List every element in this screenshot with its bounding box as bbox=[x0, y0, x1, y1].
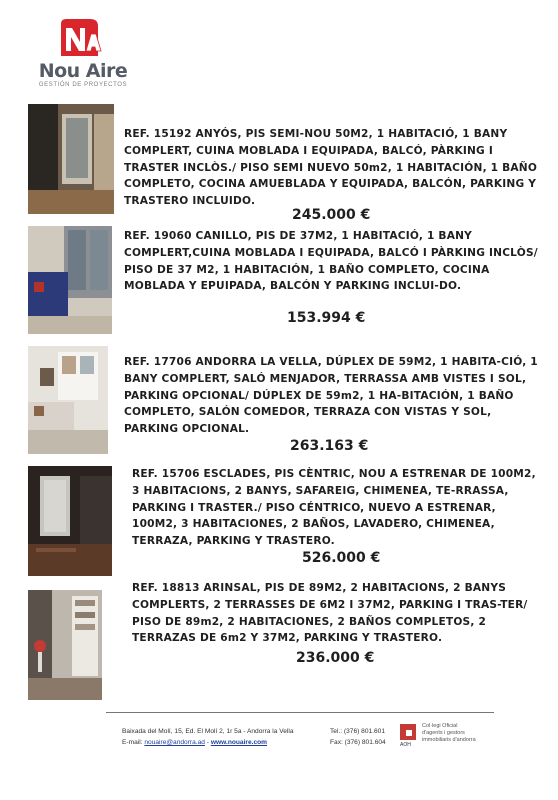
logo-mark-icon bbox=[58, 16, 104, 58]
footer-address: Baixada del Molí, 15, Ed. El Molí 2, 1r 5a - Andorra la Vella bbox=[122, 728, 294, 735]
email-link[interactable]: nouaire@andorra.ad bbox=[144, 739, 205, 746]
website-link[interactable]: www.nouaire.com bbox=[210, 739, 268, 746]
association-abbr: AOH bbox=[400, 742, 411, 748]
footer-tel: Tel.: (376) 801.601 bbox=[330, 728, 385, 735]
listing-3-photo bbox=[28, 346, 108, 454]
listing-4-description: REF. 15706 ESCLADES, PIS CÈNTRIC, NOU A ESTRENAR DE 100M2, 3 HABITACIONS, 2 BANYS, SAFAREIG, CHIMENEA, TE-RRASSA, PARKING I TRASTER./ PISO CÉNTRICO, NUEVO A ESTRENAR, 100M2, 3 HABITACIONES, 2 BAÑOS, LAVADERO, CHIMENEA, TERRAZA, PARKING Y TRASTERO. bbox=[132, 468, 536, 548]
listing-1-description: REF. 15192 ANYÓS, PIS SEMI-NOU 50M2, 1 HABITACIÓ, 1 BANY COMPLERT, CUINA MOBLADA I EQUIPADA, BALCÓ, PÀRKING I TRASTER INCLÒS./ PISO SEMI NUEVO 50m2, 1 HABITACIÓN, 1 BAÑO COMPLETO, COCINA AMUEBLADA Y EQUIPADA, BALCÓN, PARKING Y TRASTERO INCLUIDO. bbox=[124, 128, 538, 208]
footer-divider bbox=[106, 712, 494, 713]
email-label: E-mail: bbox=[122, 739, 143, 746]
listing-2-photo bbox=[28, 226, 112, 334]
listing-2-description: REF. 19060 CANILLO, PIS DE 37M2, 1 HABITACIÓ, 1 BANY COMPLERT,CUINA MOBLADA I EQUIPADA, BALCÓ I PÀRKING INCLÒS/ PISO DE 37 M2, 1 HABITACIÓN, 1 BAÑO COMPLETO, COCINA MOBLADA Y EPUIPADA, BALCÓN Y PARKING INCLUI-DO. bbox=[124, 230, 538, 293]
association-logo bbox=[398, 722, 488, 750]
listing-4-photo bbox=[28, 466, 112, 576]
listing-5-photo bbox=[28, 590, 102, 700]
listing-1-photo bbox=[28, 104, 114, 214]
listing-2-price: 153.994 € bbox=[287, 310, 366, 326]
logo-brand-name: Nou Aire bbox=[38, 60, 128, 82]
listing-5-price: 236.000 € bbox=[296, 650, 375, 666]
footer-fax: Fax: (376) 801.604 bbox=[330, 739, 386, 746]
listing-1-price: 245.000 € bbox=[292, 207, 371, 223]
company-logo bbox=[38, 16, 128, 100]
footer-separator: - bbox=[206, 739, 209, 746]
association-text: Col·legi Oficial d'agents i gestors immobiliaris d'andorra bbox=[422, 723, 476, 743]
listing-3-price: 263.163 € bbox=[290, 438, 369, 454]
listing-3-description: REF. 17706 ANDORRA LA VELLA, DÚPLEX DE 59M2, 1 HABITA-CIÓ, 1 BANY COMPLERT, SALÓ MENJADOR, TERRASSA AMB VISTES I SOL, PARKING OPCIONAL/ DÚPLEX DE 59m2, 1 HA-BITACIÓN, 1 BAÑO COMPLETO, SALÓN COMEDOR, TERRAZA CON VISTAS Y SOL, PARKING OPCIONAL. bbox=[124, 356, 538, 436]
listing-4-price: 526.000 € bbox=[302, 550, 381, 566]
footer-contact bbox=[122, 737, 267, 748]
listing-5-description: REF. 18813 ARINSAL, PIS DE 89M2, 2 HABITACIONS, 2 BANYS COMPLERTS, 2 TERRASSES DE 6M2 I 37M2, PARKING I TRAS-TER/ PISO DE 89m2, 2 HABITACIONES, 2 BAÑOS COMPLETOS, 2 TERRAZAS DE 6m2 Y 37M2, PARKING Y TRASTERO. bbox=[132, 582, 528, 645]
logo-tagline: GESTIÓN DE PROYECTOS bbox=[38, 82, 128, 88]
